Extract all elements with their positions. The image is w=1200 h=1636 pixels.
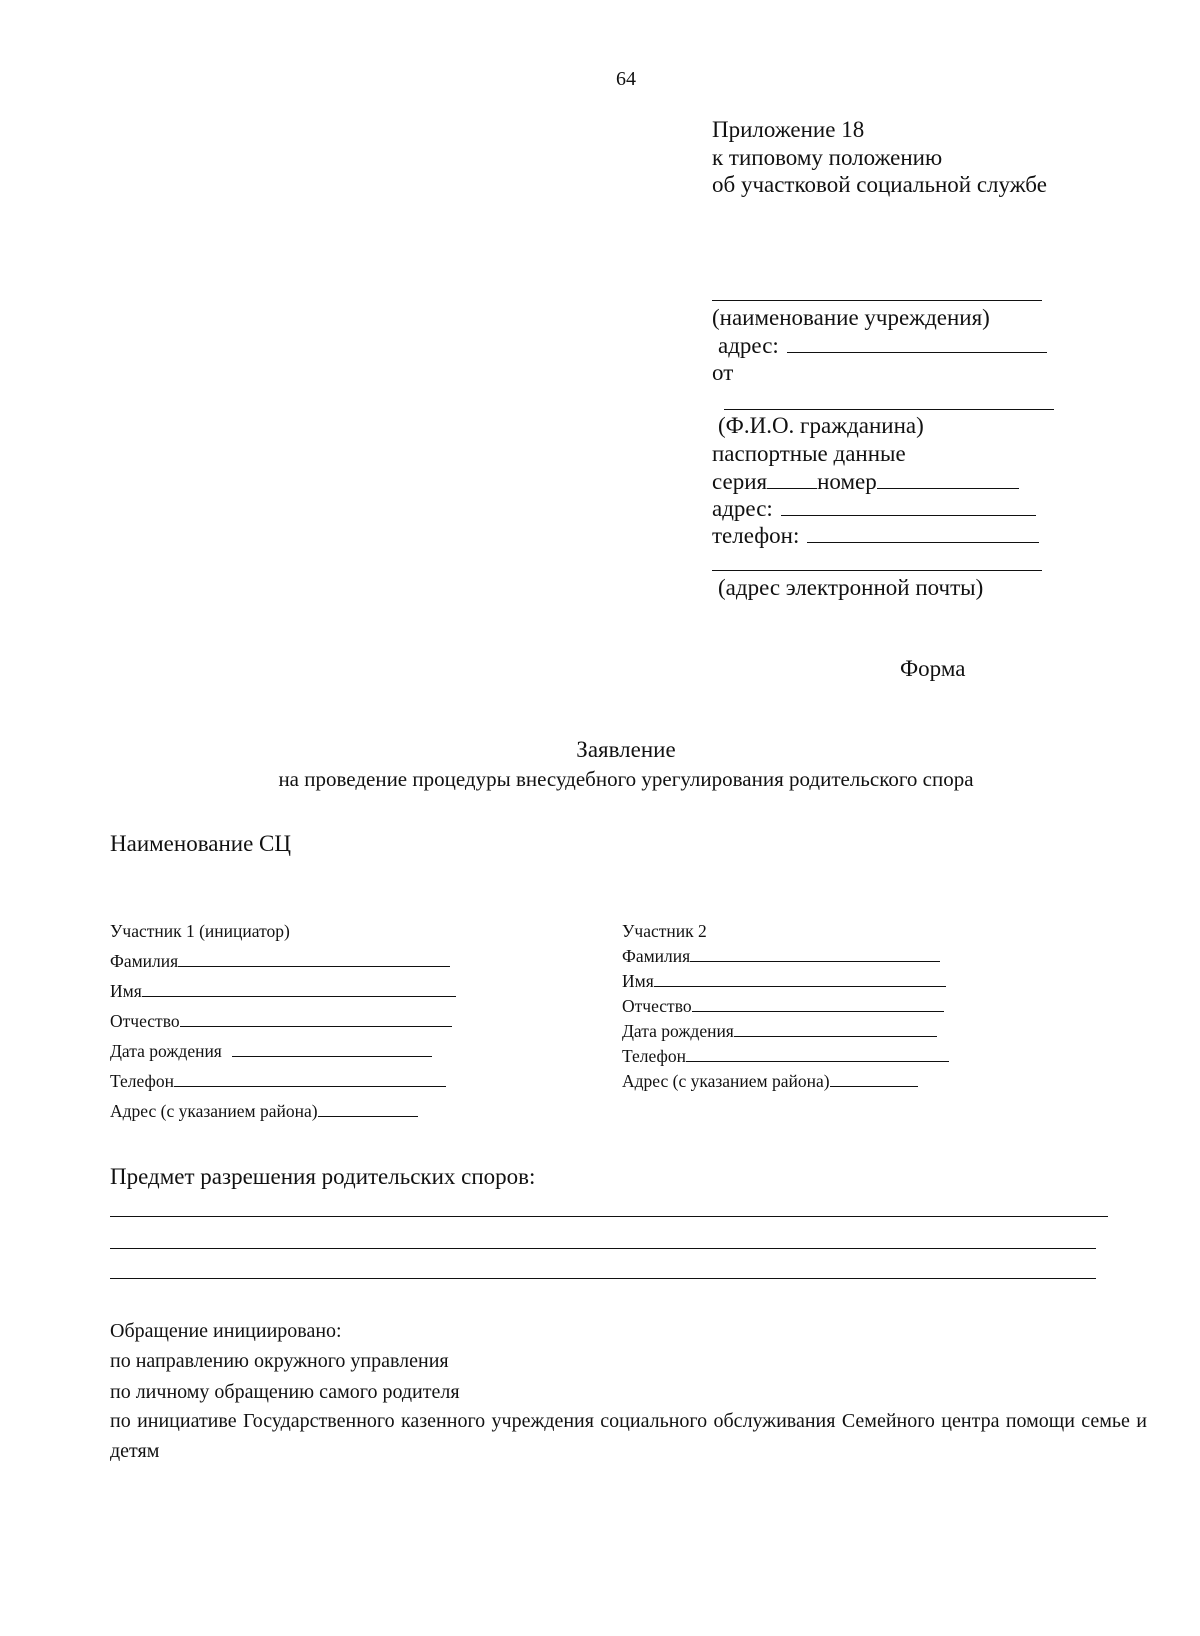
p1-name-row (110, 981, 456, 1002)
p1-birthdate-label: Дата рождения (110, 1041, 222, 1061)
email-caption: (адрес электронной почты) (718, 575, 984, 600)
subject-label: Предмет разрешения родительских споров: (110, 1164, 536, 1189)
p2-address-row (622, 1071, 918, 1092)
participant-2-heading: Участник 2 (622, 921, 707, 941)
address-row (718, 333, 1047, 359)
institution-caption: (наименование учреждения) (712, 305, 990, 330)
phone-label: телефон: (712, 523, 800, 548)
p2-birthdate-label: Дата рождения (622, 1021, 734, 1041)
initiation-option-3: по инициативе Государственного казенного учреждения социального обслуживания Семейного центра помощи семье и детям (110, 1410, 1147, 1462)
p1-birthdate-line[interactable] (232, 1055, 432, 1057)
phone-line[interactable] (807, 541, 1039, 543)
p2-phone-line[interactable] (686, 1060, 949, 1062)
address2-row (712, 496, 1036, 522)
p1-surname-label: Фамилия (110, 951, 179, 971)
passport-row (712, 469, 1019, 495)
p1-address-row (110, 1101, 418, 1122)
passport-label: паспортные данные (712, 441, 906, 466)
p2-birthdate-row (622, 1021, 937, 1042)
p1-address-label: Адрес (с указанием района) (110, 1101, 318, 1121)
p2-patronymic-row (622, 996, 944, 1017)
initiation-option-1: по направлению окружного управления (110, 1350, 449, 1372)
p1-name-line[interactable] (142, 995, 456, 997)
p1-surname-row (110, 951, 450, 972)
p1-patronymic-label: Отчество (110, 1011, 180, 1031)
email-line[interactable] (712, 570, 1042, 571)
address2-line[interactable] (781, 514, 1036, 516)
p2-patronymic-label: Отчество (622, 996, 692, 1016)
sc-name-label: Наименование СЦ (110, 831, 291, 856)
initiation-heading: Обращение инициировано: (110, 1320, 342, 1342)
address-label: адрес: (718, 333, 779, 358)
address2-label: адрес: (712, 496, 773, 521)
p2-name-row (622, 971, 946, 992)
from-label: от (712, 360, 734, 385)
p2-patronymic-line[interactable] (692, 1010, 944, 1012)
p1-name-label: Имя (110, 981, 142, 1001)
p2-surname-label: Фамилия (622, 946, 691, 966)
number-label: номер (817, 469, 877, 494)
p2-surname-line[interactable] (690, 960, 940, 962)
subject-line-1[interactable] (110, 1216, 1108, 1217)
p1-address-line[interactable] (318, 1115, 418, 1117)
subject-line-2[interactable] (110, 1248, 1096, 1249)
p2-name-label: Имя (622, 971, 654, 991)
p1-phone-label: Телефон (110, 1071, 174, 1091)
p1-surname-line[interactable] (178, 965, 450, 967)
p2-surname-row (622, 946, 940, 967)
appendix-line-3: об участковой социальной службе (712, 172, 1047, 197)
p1-patronymic-row (110, 1011, 452, 1032)
title-line-1: Заявление (576, 737, 676, 762)
phone-row (712, 523, 1039, 549)
appendix-line-1: Приложение 18 (712, 117, 865, 142)
form-label: Форма (900, 656, 966, 681)
citizen-name-line[interactable] (724, 409, 1054, 410)
initiation-option-2: по личному обращению самого родителя (110, 1381, 460, 1403)
citizen-caption: (Ф.И.О. гражданина) (718, 413, 924, 438)
p2-address-label: Адрес (с указанием района) (622, 1071, 830, 1091)
p2-name-line[interactable] (654, 985, 946, 987)
p1-patronymic-line[interactable] (180, 1025, 452, 1027)
participant-1-heading: Участник 1 (инициатор) (110, 921, 290, 941)
p2-phone-row (622, 1046, 949, 1067)
p1-phone-line[interactable] (174, 1085, 446, 1087)
series-label: серия (712, 469, 768, 494)
p1-birthdate-row (110, 1041, 432, 1062)
title-line-2: на проведение процедуры внесудебного урегулирования родительского спора (278, 767, 974, 791)
subject-line-3[interactable] (110, 1278, 1096, 1279)
series-line[interactable] (767, 487, 817, 489)
p2-address-line[interactable] (830, 1085, 918, 1087)
p1-phone-row (110, 1071, 446, 1092)
appendix-line-2: к типовому положению (712, 145, 943, 170)
institution-line[interactable] (712, 300, 1042, 301)
p2-birthdate-line[interactable] (734, 1035, 937, 1037)
number-line[interactable] (877, 487, 1019, 489)
p2-phone-label: Телефон (622, 1046, 686, 1066)
address-line[interactable] (787, 351, 1047, 353)
page-number: 64 (616, 68, 636, 90)
